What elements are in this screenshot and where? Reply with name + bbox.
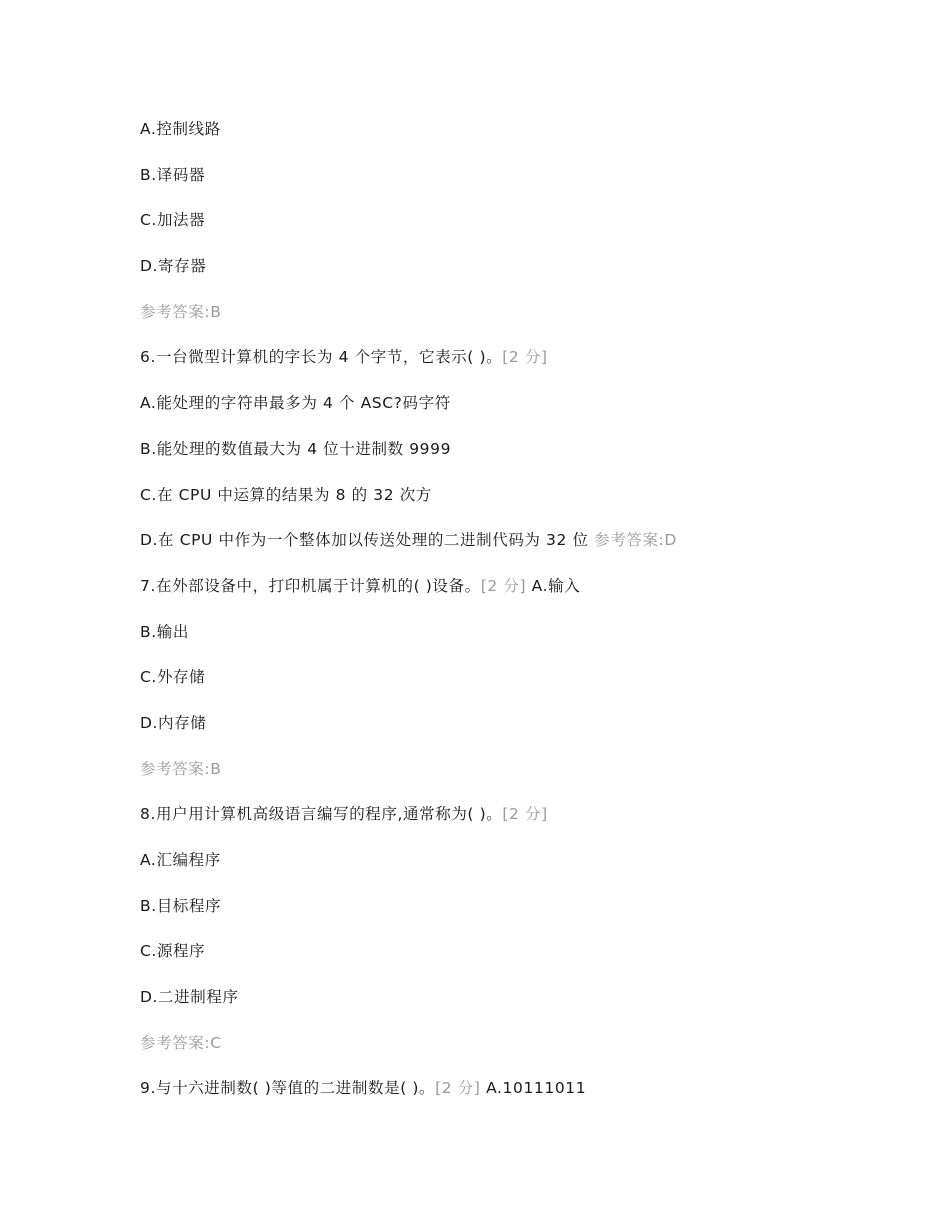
option-line [140,162,920,188]
option-text: D.内存储 [140,713,207,732]
option-line [140,984,920,1010]
option-line [140,938,920,964]
answer-text: 参考答案:B [140,759,222,778]
option-text: C.加法器 [140,211,206,230]
option-text: D.在 CPU 中作为一个整体加以传送处理的二进制代码为 32 位 [140,531,589,550]
question-text: 9.与十六进制数( )等值的二进制数是( )。 [140,1079,436,1098]
reference-answer [140,299,920,325]
option-text: C.在 CPU 中运算的结果为 8 的 32 次方 [140,485,432,504]
option-line [140,253,920,279]
option-line [140,116,920,142]
question-line [140,801,920,827]
question-line [140,573,920,599]
reference-answer [140,1030,920,1056]
option-text: A.10111011 [486,1079,587,1098]
option-line [140,893,920,919]
option-text: D.寄存器 [140,257,207,276]
question-line [140,1075,920,1101]
reference-answer [140,756,920,782]
option-text: A.控制线路 [140,120,221,138]
option-text: B.译码器 [140,165,206,184]
question-text: 6.一台微型计算机的字长为 4 个字节，它表示( )。 [140,348,503,367]
option-text: B.输出 [140,622,189,641]
question-score: [2 分] [435,1079,481,1098]
question-score: [2 分] [502,805,548,824]
question-score: [2 分] [502,348,548,367]
option-text: B.能处理的数值最大为 4 位十进制数 9999 [140,439,452,458]
option-text: C.源程序 [140,942,206,961]
question-text: 8.用户用计算机高级语言编写的程序,通常称为( )。 [140,805,503,824]
answer-text: 参考答案:B [140,302,222,321]
option-line [140,390,920,416]
question-score: [2 分] [480,576,527,595]
question-text: 7.在外部设备中，打印机属于计算机的( )设备。 [140,576,481,595]
answer-text: 参考答案:C [140,1033,222,1052]
question-line [140,344,920,370]
answer-text: 参考答案:D [594,531,677,550]
option-line [140,710,920,736]
option-line [140,527,920,553]
option-text: A.汇编程序 [140,851,221,869]
option-line [140,436,920,462]
option-text: A.输入 [531,576,581,595]
option-line [140,482,920,508]
option-line [140,664,920,690]
option-text: B.目标程序 [140,896,222,915]
exam-page [140,116,920,1121]
option-line [140,847,920,873]
option-line [140,619,920,645]
option-line [140,207,920,233]
option-text: A.能处理的字符串最多为 4 个 ASC?码字符 [140,394,451,413]
option-text: D.二进制程序 [140,988,239,1007]
option-text: C.外存储 [140,668,206,687]
